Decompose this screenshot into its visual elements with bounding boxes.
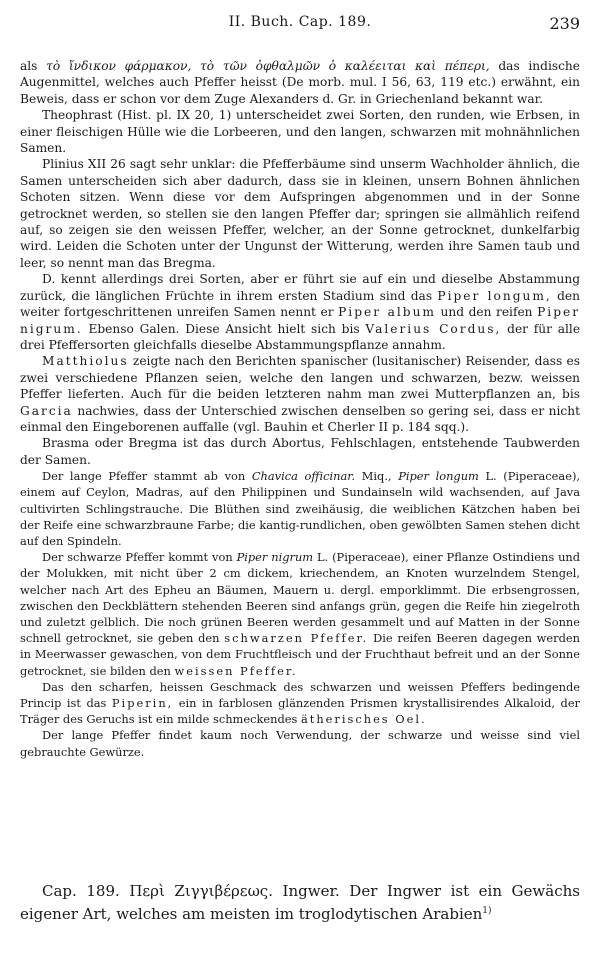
chapter-label: Cap. 189. xyxy=(42,882,120,900)
paragraph-greek-citation: als τὸ ἴνδικον φάρμακον, τὸ τῶν ὀφθαλμῶν ὁ καλέειται καὶ πέπερι, das indische Augenmittel, welches auch Pfeffer heisst (De morb. mul. I 56, 63, 119 etc.) erwähnt, ein Beweis, dass er schon vor dem Zuge Alexanders d. Gr. in Griechenland bekannt war. xyxy=(20,59,580,106)
paragraph-bregma: Brasma oder Bregma ist das durch Abortus, Fehlschlagen, entstehende Taubwerden der Samen. xyxy=(20,436,580,467)
chapter-189-start xyxy=(20,880,580,926)
term-aetherisches-oel: ätherisches Oel. xyxy=(300,712,427,727)
running-title: II. Buch. Cap. 189. xyxy=(228,14,372,30)
term-schwarzer-pfeffer: schwarzen Pfeffer. xyxy=(224,631,369,646)
page-number: 239 xyxy=(549,14,580,33)
paragraph-plinius: Plinius XII 26 sagt sehr unklar: die Pfefferbäume sind unserm Wachholder ähnlich, die Samen unterscheiden sich aber dadurch, dass sie in kleinen, unsern Bohnen ähnlichen Schoten sitzen. Wenn diese vor dem Aufspringen abgenommen und in der Sonne getrocknet werden, so stellen sie den langen Pfeffer dar; springen sie allmählich reifend auf, so zeigen sie den weissen Pfeffer, welcher, an der Sonne getrocknet, dunkelfarbig wird. Leiden die Schoten unter der Ungunst der Witterung, werden ihre Samen taub und leer, so nennt man das Bregma. xyxy=(20,157,580,270)
paragraph-piperin: Das den scharfen, heissen Geschmack des schwarzen und weissen Pfeffers bedingende Princip ist das Piperin, ein in farblosen glänzenden Prismen krystallisirendes Alkaloid, der Träger des Geruchs ist ein milde schmeckendes ätherisches Oel. xyxy=(20,679,581,727)
paragraph-matthiolus: Matthiolus zeigte nach den Berichten spanischer (lusitanischer) Reisender, dass es zwei verschiedene Pflanzen seien, welche den langen und schwarzen, bezw. weissen Pfeffer lieferten. Auch für die beiden letzteren nahm man zwei Mutterpflanzen an, bis Garcia nachwies, dass der Unterschied zwischen denselben so gering sei, dass er nicht einmal den Eingeborenen auffalle (vgl. Bauhin et Cherler II p. 184 sqq.). xyxy=(20,354,581,434)
term-piper-longum: Piper longum, xyxy=(437,288,552,303)
taxon-chavica: Chavica officinar. xyxy=(251,469,356,484)
term-weisser-pfeffer: weissen Pfeffer. xyxy=(174,663,298,678)
chapter-text: Ingwer. Der Ingwer ist ein Gewächs eigener Art, welches am meisten im troglodytischen Arabien xyxy=(20,882,580,923)
term-piper-album: Piper album xyxy=(338,305,436,320)
paragraph-dioscorides: D. kennt allerdings drei Sorten, aber er führt sie auf ein und dieselbe Abstammung zurück, die länglichen Früchte in ihrem ersten Stadium sind das Piper longum, den weiter fortgeschrittenen unreifen Samen nennt er Piper album und den reifen Piper nigrum. Ebenso Galen. Diese Ansicht hielt sich bis Valerius Cordus, der für alle drei Pfeffersorten gleichfalls dieselbe Abstammungspflanze annahm. xyxy=(20,272,581,352)
footnote-ref[interactable]: 1) xyxy=(482,906,492,916)
term-piper-nigrum: Piper nigrum. xyxy=(20,305,581,336)
name-garcia: Garcia xyxy=(20,403,73,418)
name-matthiolus: Matthiolus xyxy=(42,354,129,369)
paragraph-black-pepper: Der schwarze Pfeffer kommt von Piper nigrum L. (Piperaceae), einer Pflanze Ostindiens und der Molukken, mit nicht über 2 cm dickem, kriechendem, an Knoten wurzelndem Stengel, welcher nach Art des Epheu an Bäumen, Mauern u. dergl. emporklimmt. Die erbsengrossen, zwischen den Deckblättern stehenden Beeren sind anfangs grün, gegen die Reife hin ziegelroth und zuletzt gelblich. Die noch grünen Beeren werden gesammelt und auf Matten in der Sonne schnell getrocknet, sie geben den schwarzen Pfeffer. Die reifen Beeren dagegen werden in Meerwasser gewaschen, von dem Fruchtfleisch und der Fruchthaut befreit und an der Sonne getrocknet, sie bilden den weissen Pfeffer. xyxy=(20,550,581,678)
running-header xyxy=(20,14,580,38)
greek-quote: τὸ ἴνδικον φάρμακον, τὸ τῶν ὀφθαλμῶν ὁ καλέειται καὶ πέπερι, xyxy=(46,59,490,73)
taxon-piper-longum: Piper longum xyxy=(398,469,479,484)
paragraph-long-pepper: Der lange Pfeffer stammt ab von Chavica officinar. Miq., Piper longum L. (Piperaceae), einem auf Ceylon, Madras, auf den Philippinen und Sundainseln wild wachsenden, auf Java cultivirten Schlingstrauche. Die Blüthen sind zweihäusig, die weiblichen Kätzchen haben bei der Reife eine schwarzbraune Farbe; die kantig-rundlichen, oben gewölbten Samen stehen dicht auf den Spindeln. xyxy=(20,469,581,548)
paragraph-theophrast: Theophrast (Hist. pl. IX 20, 1) unterscheidet zwei Sorten, den runden, wie Erbsen, in einer fleischigen Hülle wie die Lorbeeren, und den langen, schwarzen mit mohnähnlichen Samen. xyxy=(20,108,580,156)
paragraph-usage: Der lange Pfeffer findet kaum noch Verwendung, der schwarze und weisse sind viel gebrauchte Gewürze. xyxy=(20,728,580,759)
chapter-greek-title: Περὶ Ζιγγιβέρεως. xyxy=(129,882,273,900)
commentary-text xyxy=(20,58,580,760)
taxon-piper-nigrum: Piper nigrum xyxy=(236,550,314,565)
term-piperin: Piperin, xyxy=(111,696,174,710)
name-valerius-cordus: Valerius Cordus, xyxy=(365,321,502,336)
